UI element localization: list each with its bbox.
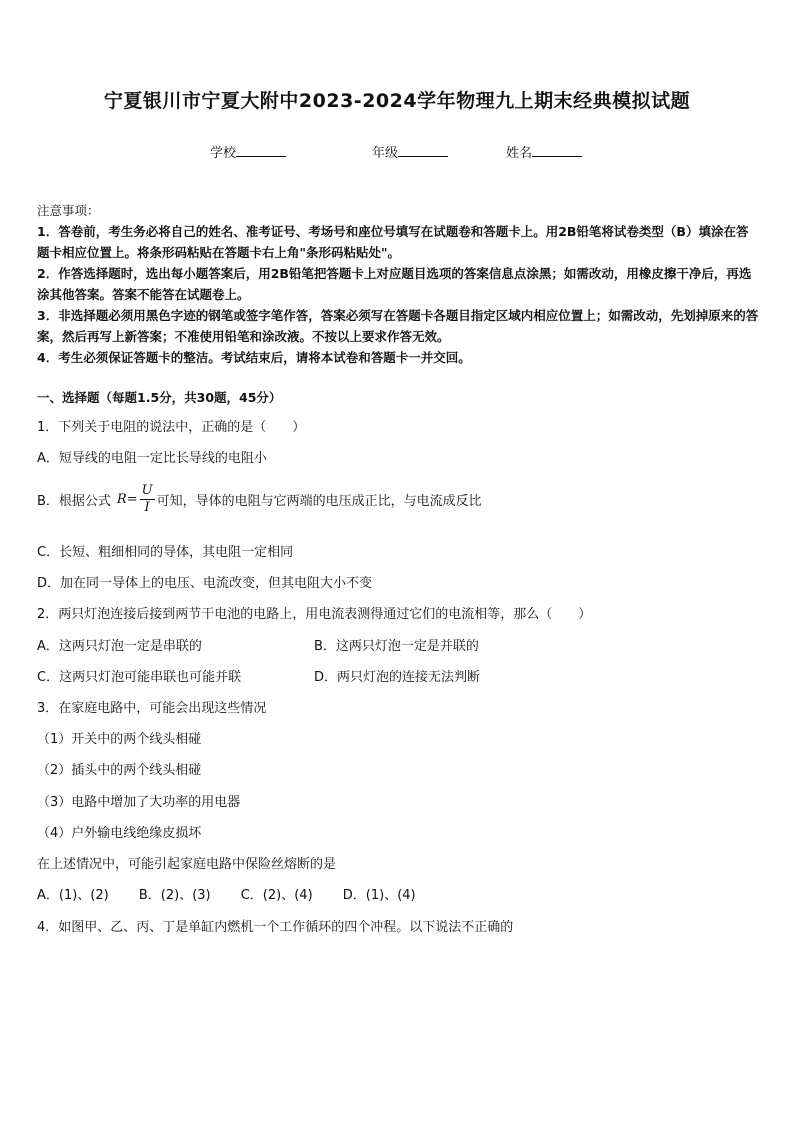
notes-item-4: 4．考生必须保证答题卡的整洁。考试结束后，请将本试卷和答题卡一并交回。 [37,350,471,365]
q2-stem: 2．两只灯泡连接后接到两节干电池的电路上，用电流表测得通过它们的电流相等，那么（ ） [37,607,592,622]
q3-stem: 3．在家庭电路中，可能会出现这些情况 [37,701,267,716]
section-heading: 一、选择题（每题1.5分，共30题，45分） [37,390,282,405]
school-field [210,142,286,161]
q1-option-b-suffix: 可知，导体的电阻与它两端的电压成正比，与电流成反比 [156,494,482,509]
notes-item-3: 3．非选择题必须用黑色字迹的钢笔或签字笔作答，答案必须写在答题卡各题目指定区域内相应位置上；如需改动，先划掉原来的答案，然后再写上新答案；不准使用铅笔和涂改液。不按以上要求作答无效。 [37,308,759,344]
name-label: 姓名 [506,146,533,161]
name-blank[interactable] [532,143,582,157]
notes-section [37,200,759,368]
school-blank[interactable] [236,143,286,157]
q1-option-b [37,483,482,516]
q2-option-c: C．这两只灯泡可能串联也可能并联 [37,670,242,685]
q4-stem: 4．如图甲、乙、丙、丁是单缸内燃机一个工作循环的四个冲程。以下说法不正确的 [37,920,514,935]
grade-label: 年级 [372,146,399,161]
q1-option-d: D．加在同一导体上的电压、电流改变，但其电阻大小不变 [37,576,373,591]
exam-title: 宁夏银川市宁夏大附中2023-2024学年物理九上期末经典模拟试题 [103,90,691,112]
q3-options: A．(1)、(2) B．(2)、(3) C．(2)、(4) D．(1)、(4) [37,888,416,903]
grade-field [372,142,448,161]
q3-situation-2: （2）插头中的两个线头相碰 [37,763,202,778]
q2-option-d: D．两只灯泡的连接无法判断 [314,670,481,685]
formula-numerator: U [141,483,153,498]
formula-fraction [140,483,155,516]
q2-option-a: A．这两只灯泡一定是串联的 [37,639,202,654]
grade-blank[interactable] [398,143,448,157]
formula-lhs: R= [116,492,138,507]
school-label: 学校 [210,146,237,161]
name-field [506,142,582,161]
q3-situation-1: （1）开关中的两个线头相碰 [37,732,202,747]
q3-situation-3: （3）电路中增加了大功率的用电器 [37,795,241,810]
q1-option-c: C．长短、粗细相同的导体，其电阻一定相同 [37,545,294,560]
q3-question: 在上述情况中，可能引起家庭电路中保险丝熔断的是 [37,857,337,872]
q1-option-b-prefix: B．根据公式 [37,494,111,509]
q2-option-b: B．这两只灯泡一定是并联的 [314,639,479,654]
notes-item-1: 1．答卷前，考生务必将自己的姓名、准考证号、考场号和座位号填写在试题卷和答题卡上。用2B铅笔将试卷类型（B）填涂在答题卡相应位置上。将条形码粘贴在答题卡右上角"条形码粘贴处"。 [37,224,749,260]
q1-option-a: A．短导线的电阻一定比长导线的电阻小 [37,451,267,466]
formula-denominator: I [144,500,150,515]
q1-stem: 1．下列关于电阻的说法中，正确的是（ ） [37,420,306,435]
notes-heading: 注意事项： [37,203,100,218]
notes-item-2: 2．作答选择题时，选出每小题答案后，用2B铅笔把答题卡上对应题目选项的答案信息点涂黑；如需改动，用橡皮擦干净后，再选涂其他答案。答案不能答在试题卷上。 [37,266,752,302]
q3-situation-4: （4）户外输电线绝缘皮损坏 [37,826,202,841]
